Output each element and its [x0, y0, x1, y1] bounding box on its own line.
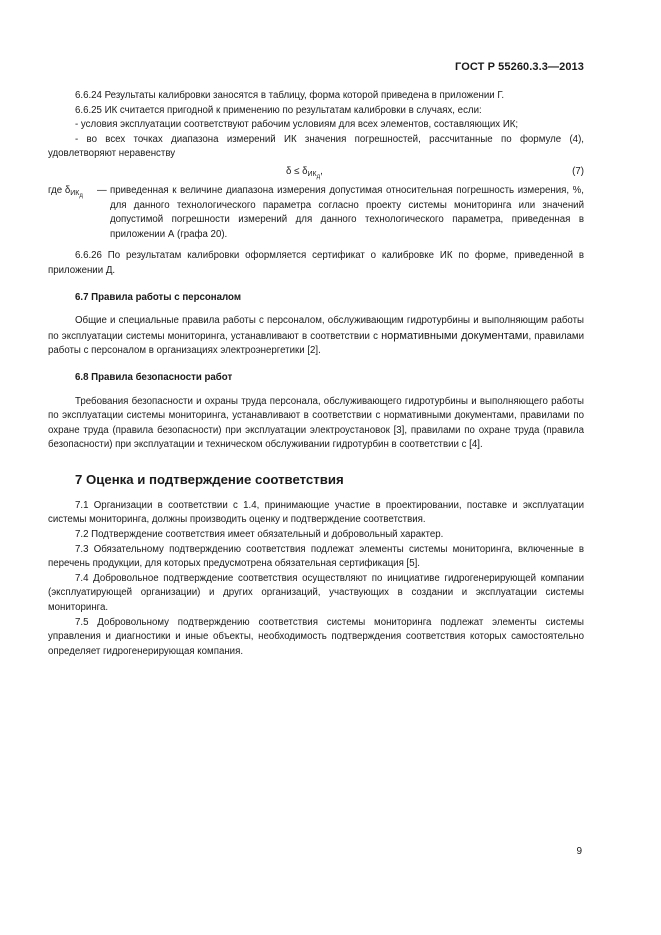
paragraph-6-6-26: 6.6.26 По результатам калибровки оформляется сертификат о калибровке ИК по форме, приведенной в приложении Д. [48, 250, 584, 276]
legend-symbol: где $\delta_{ИК_д}$ [48, 184, 83, 199]
paragraph-7-3: 7.3 Обязательному подтверждению соответствия подлежат элементы системы мониторинга, включенные в перечень продукции, для которых предусмотрена обязательная сертификация [5]. [48, 543, 584, 570]
paragraph-7-4: 7.4 Добровольное подтверждение соответствия осуществляют по инициативе гидрогенерирующей компании (эксплуатирующей организации) и других организаций, участвующих в создании и эксплуатации системы мониторинга. [48, 572, 584, 614]
page-content [48, 89, 584, 659]
formula-expression: $\delta \le \delta_{ИК_д}$, [286, 165, 323, 180]
standard-header: ГОСТ Р 55260.3.3—2013 [455, 61, 584, 73]
formula-legend [48, 184, 584, 242]
legend-text: приведенная к величине диапазона измерения допустимая относительная погрешность измерения, %, для данного технологического параметра согласно проекту системы мониторинга или значений допустимой погрешности измерений для данного технологического параметра, приведенная в приложении А (графа 20). [110, 184, 584, 240]
legend-dash: — [97, 184, 107, 196]
paragraph-6-6-25: 6.6.25 ИК считается пригодной к применению по результатам калибровки в случаях, если: [75, 104, 482, 116]
section-6-7-heading: 6.7 Правила работы с персоналом [75, 291, 242, 303]
paragraph-7-1: 7.1 Организации в соответствии с 1.4, принимающие участие в проектировании, поставке и эксплуатации системы мониторинга, должны производить оценку и подтверждение соответствия. [48, 499, 584, 526]
list-item-conditions: - условия эксплуатации соответствуют рабочим условиям для всех элементов, составляющих ИК; [75, 119, 519, 131]
paragraph-7-5: 7.5 Добровольному подтверждению соответствия системы мониторинга подлежат элементы системы управления и диагностики и иные объекты, необходимость подтверждения соответствия которых самостоятельно определяет гидрогенерирующая компания. [48, 616, 584, 657]
formula-number: (7) [572, 165, 584, 177]
list-item-error-points: - во всех точках диапазона измерений ИК значения погрешностей, рассчитанные по формуле (4), удовлетворяют неравенству [48, 133, 584, 160]
page-number: 9 [576, 846, 582, 857]
section-7-heading: 7 Оценка и подтверждение соответствия [75, 471, 344, 487]
paragraph-7-2: 7.2 Подтверждение соответствия имеет обязательный и добровольный характер. [75, 529, 444, 541]
paragraph-6-6-24: 6.6.24 Результаты калибровки заносятся в таблицу, форма которой приведена в приложении Г. [75, 90, 505, 101]
formula-7 [48, 162, 584, 184]
paragraph-6-7: Общие и специальные правила работы с персоналом, обслуживающим гидротурбины и выполняющим работы по эксплуатации системы мониторинга, устанавливают в соответствии с нормативными документами, правилами работы с персоналом в организациях электроэнергетики [2]. [48, 315, 584, 357]
paragraph-6-8: Требования безопасности и охраны труда персонала, обслуживающего гидротурбины и выполняющего работы по эксплуатации системы мониторинга, устанавливают в соответствии с нормативными документами, правилами по охране труда (правила безопасности) при эксплуатации электроустановок [3], правилами по охране труда (правила безопасности) при эксплуатации и техническом обслуживании гидротурбин в соответствии с [4]. [48, 395, 584, 451]
section-6-8-heading: 6.8 Правила безопасности работ [75, 371, 233, 383]
